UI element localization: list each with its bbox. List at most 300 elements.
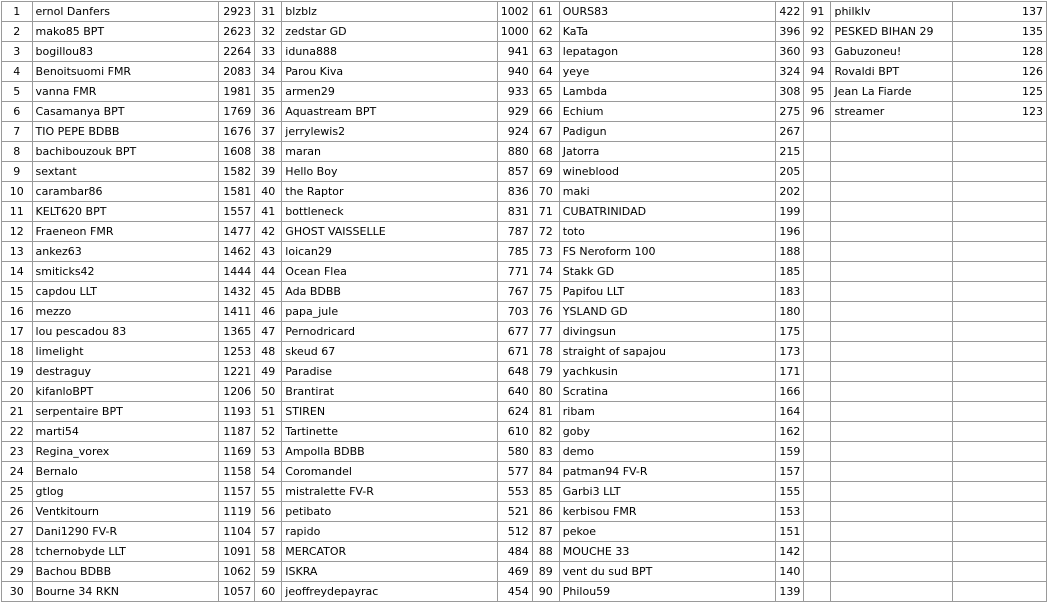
empty-cell <box>804 382 831 402</box>
score-cell: 137 <box>953 2 1047 22</box>
score-cell: 624 <box>497 402 532 422</box>
name-cell: lepatagon <box>559 42 776 62</box>
rank-cell: 1 <box>2 2 33 22</box>
rank-cell: 49 <box>255 362 282 382</box>
score-cell: 1365 <box>219 322 255 342</box>
rank-cell: 21 <box>2 402 33 422</box>
name-cell: TIO PEPE BDBB <box>32 122 219 142</box>
rank-cell: 34 <box>255 62 282 82</box>
score-cell: 1411 <box>219 302 255 322</box>
table-row <box>2 242 1047 262</box>
empty-cell <box>953 482 1047 502</box>
empty-cell <box>804 482 831 502</box>
rank-cell: 86 <box>532 502 559 522</box>
score-cell: 185 <box>776 262 804 282</box>
empty-cell <box>831 182 953 202</box>
rank-cell: 72 <box>532 222 559 242</box>
name-cell: carambar86 <box>32 182 219 202</box>
score-cell: 1169 <box>219 442 255 462</box>
rank-cell: 75 <box>532 282 559 302</box>
rank-cell: 33 <box>255 42 282 62</box>
name-cell: yeye <box>559 62 776 82</box>
score-cell: 1444 <box>219 262 255 282</box>
empty-cell <box>804 502 831 522</box>
empty-cell <box>953 522 1047 542</box>
name-cell: Stakk GD <box>559 262 776 282</box>
rank-cell: 82 <box>532 422 559 442</box>
score-cell: 1221 <box>219 362 255 382</box>
score-cell: 1062 <box>219 562 255 582</box>
name-cell: STIREN <box>282 402 497 422</box>
rank-cell: 94 <box>804 62 831 82</box>
name-cell: Casamanya BPT <box>32 102 219 122</box>
empty-cell <box>831 402 953 422</box>
score-cell: 831 <box>497 202 532 222</box>
name-cell: ribam <box>559 402 776 422</box>
score-cell: 924 <box>497 122 532 142</box>
empty-cell <box>953 162 1047 182</box>
ranking-table <box>1 1 1047 602</box>
name-cell: Echium <box>559 102 776 122</box>
table-row <box>2 322 1047 342</box>
score-cell: 785 <box>497 242 532 262</box>
score-cell: 1432 <box>219 282 255 302</box>
rank-cell: 8 <box>2 142 33 162</box>
score-cell: 139 <box>776 582 804 602</box>
score-cell: 267 <box>776 122 804 142</box>
name-cell: bottleneck <box>282 202 497 222</box>
score-cell: 1581 <box>219 182 255 202</box>
empty-cell <box>953 182 1047 202</box>
rank-cell: 17 <box>2 322 33 342</box>
score-cell: 175 <box>776 322 804 342</box>
rank-cell: 78 <box>532 342 559 362</box>
empty-cell <box>953 362 1047 382</box>
rank-cell: 66 <box>532 102 559 122</box>
rank-cell: 85 <box>532 482 559 502</box>
name-cell: ankez63 <box>32 242 219 262</box>
score-cell: 125 <box>953 82 1047 102</box>
rank-cell: 55 <box>255 482 282 502</box>
score-cell: 422 <box>776 2 804 22</box>
name-cell: goby <box>559 422 776 442</box>
name-cell: Regina_vorex <box>32 442 219 462</box>
score-cell: 205 <box>776 162 804 182</box>
score-cell: 880 <box>497 142 532 162</box>
name-cell: Philou59 <box>559 582 776 602</box>
score-cell: 157 <box>776 462 804 482</box>
score-cell: 1104 <box>219 522 255 542</box>
score-cell: 128 <box>953 42 1047 62</box>
rank-cell: 12 <box>2 222 33 242</box>
empty-cell <box>953 502 1047 522</box>
score-cell: 396 <box>776 22 804 42</box>
name-cell: ernol Danfers <box>32 2 219 22</box>
name-cell: Paradise <box>282 362 497 382</box>
rank-cell: 43 <box>255 242 282 262</box>
empty-cell <box>804 222 831 242</box>
score-cell: 1769 <box>219 102 255 122</box>
table-row <box>2 562 1047 582</box>
rank-cell: 29 <box>2 562 33 582</box>
score-cell: 151 <box>776 522 804 542</box>
rank-cell: 59 <box>255 562 282 582</box>
name-cell: Ampolla BDBB <box>282 442 497 462</box>
rank-cell: 41 <box>255 202 282 222</box>
rank-cell: 64 <box>532 62 559 82</box>
name-cell: wineblood <box>559 162 776 182</box>
name-cell: MERCATOR <box>282 542 497 562</box>
score-cell: 164 <box>776 402 804 422</box>
rank-cell: 81 <box>532 402 559 422</box>
empty-cell <box>831 162 953 182</box>
rank-cell: 9 <box>2 162 33 182</box>
empty-cell <box>831 502 953 522</box>
score-cell: 196 <box>776 222 804 242</box>
name-cell: Dani1290 FV-R <box>32 522 219 542</box>
name-cell: GHOST VAISSELLE <box>282 222 497 242</box>
score-cell: 640 <box>497 382 532 402</box>
empty-cell <box>804 302 831 322</box>
name-cell: Aquastream BPT <box>282 102 497 122</box>
score-cell: 215 <box>776 142 804 162</box>
empty-cell <box>953 202 1047 222</box>
rank-cell: 70 <box>532 182 559 202</box>
empty-cell <box>953 302 1047 322</box>
name-cell: Bernalo <box>32 462 219 482</box>
name-cell: streamer <box>831 102 953 122</box>
rank-cell: 2 <box>2 22 33 42</box>
empty-cell <box>953 402 1047 422</box>
empty-cell <box>831 442 953 462</box>
rank-cell: 69 <box>532 162 559 182</box>
empty-cell <box>831 342 953 362</box>
rank-cell: 95 <box>804 82 831 102</box>
rank-cell: 39 <box>255 162 282 182</box>
score-cell: 1119 <box>219 502 255 522</box>
empty-cell <box>953 422 1047 442</box>
score-cell: 123 <box>953 102 1047 122</box>
empty-cell <box>804 122 831 142</box>
table-row <box>2 142 1047 162</box>
name-cell: the Raptor <box>282 182 497 202</box>
score-cell: 188 <box>776 242 804 262</box>
empty-cell <box>953 122 1047 142</box>
score-cell: 933 <box>497 82 532 102</box>
empty-cell <box>953 462 1047 482</box>
name-cell: Bourne 34 RKN <box>32 582 219 602</box>
score-cell: 1187 <box>219 422 255 442</box>
table-row <box>2 482 1047 502</box>
score-cell: 126 <box>953 62 1047 82</box>
empty-cell <box>953 222 1047 242</box>
score-cell: 941 <box>497 42 532 62</box>
empty-cell <box>804 282 831 302</box>
score-cell: 324 <box>776 62 804 82</box>
score-cell: 202 <box>776 182 804 202</box>
score-cell: 771 <box>497 262 532 282</box>
rank-cell: 4 <box>2 62 33 82</box>
rank-cell: 20 <box>2 382 33 402</box>
table-row <box>2 282 1047 302</box>
score-cell: 2083 <box>219 62 255 82</box>
rank-cell: 32 <box>255 22 282 42</box>
name-cell: Benoitsuomi FMR <box>32 62 219 82</box>
rank-cell: 14 <box>2 262 33 282</box>
name-cell: Jatorra <box>559 142 776 162</box>
score-cell: 173 <box>776 342 804 362</box>
rank-cell: 26 <box>2 502 33 522</box>
name-cell: YSLAND GD <box>559 302 776 322</box>
rank-cell: 79 <box>532 362 559 382</box>
table-row <box>2 582 1047 602</box>
score-cell: 1057 <box>219 582 255 602</box>
empty-cell <box>953 282 1047 302</box>
name-cell: CUBATRINIDAD <box>559 202 776 222</box>
score-cell: 1206 <box>219 382 255 402</box>
name-cell: mezzo <box>32 302 219 322</box>
empty-cell <box>831 142 953 162</box>
empty-cell <box>804 362 831 382</box>
rank-cell: 3 <box>2 42 33 62</box>
empty-cell <box>953 342 1047 362</box>
score-cell: 183 <box>776 282 804 302</box>
score-cell: 308 <box>776 82 804 102</box>
table-row <box>2 262 1047 282</box>
empty-cell <box>804 162 831 182</box>
empty-cell <box>804 182 831 202</box>
rank-cell: 93 <box>804 42 831 62</box>
score-cell: 2264 <box>219 42 255 62</box>
rank-cell: 6 <box>2 102 33 122</box>
name-cell: Rovaldi BPT <box>831 62 953 82</box>
name-cell: lou pescadou 83 <box>32 322 219 342</box>
rank-cell: 28 <box>2 542 33 562</box>
empty-cell <box>831 222 953 242</box>
empty-cell <box>804 262 831 282</box>
empty-cell <box>804 422 831 442</box>
rank-cell: 47 <box>255 322 282 342</box>
name-cell: Jean La Fiarde <box>831 82 953 102</box>
name-cell: jerrylewis2 <box>282 122 497 142</box>
rank-cell: 16 <box>2 302 33 322</box>
empty-cell <box>953 262 1047 282</box>
rank-cell: 19 <box>2 362 33 382</box>
name-cell: Coromandel <box>282 462 497 482</box>
ranking-table-body <box>2 2 1047 602</box>
name-cell: Hello Boy <box>282 162 497 182</box>
rank-cell: 76 <box>532 302 559 322</box>
name-cell: bachibouzouk BPT <box>32 142 219 162</box>
rank-cell: 61 <box>532 2 559 22</box>
score-cell: 1193 <box>219 402 255 422</box>
name-cell: petibato <box>282 502 497 522</box>
rank-cell: 38 <box>255 142 282 162</box>
name-cell: ISKRA <box>282 562 497 582</box>
name-cell: serpentaire BPT <box>32 402 219 422</box>
empty-cell <box>953 382 1047 402</box>
score-cell: 2923 <box>219 2 255 22</box>
rank-cell: 56 <box>255 502 282 522</box>
name-cell: Gabuzoneu! <box>831 42 953 62</box>
name-cell: papa_jule <box>282 302 497 322</box>
rank-cell: 36 <box>255 102 282 122</box>
empty-cell <box>804 242 831 262</box>
score-cell: 1676 <box>219 122 255 142</box>
rank-cell: 88 <box>532 542 559 562</box>
table-row <box>2 522 1047 542</box>
empty-cell <box>804 322 831 342</box>
score-cell: 199 <box>776 202 804 222</box>
name-cell: Garbi3 LLT <box>559 482 776 502</box>
rank-cell: 80 <box>532 382 559 402</box>
name-cell: MOUCHE 33 <box>559 542 776 562</box>
empty-cell <box>953 442 1047 462</box>
name-cell: limelight <box>32 342 219 362</box>
rank-cell: 15 <box>2 282 33 302</box>
empty-cell <box>953 142 1047 162</box>
rank-cell: 10 <box>2 182 33 202</box>
empty-cell <box>831 422 953 442</box>
rank-cell: 48 <box>255 342 282 362</box>
table-row <box>2 22 1047 42</box>
rank-cell: 7 <box>2 122 33 142</box>
empty-cell <box>831 522 953 542</box>
rank-cell: 46 <box>255 302 282 322</box>
rank-cell: 68 <box>532 142 559 162</box>
empty-cell <box>831 582 953 602</box>
name-cell: destraguy <box>32 362 219 382</box>
score-cell: 360 <box>776 42 804 62</box>
rank-cell: 90 <box>532 582 559 602</box>
name-cell: PESKED BIHAN 29 <box>831 22 953 42</box>
rank-cell: 60 <box>255 582 282 602</box>
empty-cell <box>804 142 831 162</box>
name-cell: sextant <box>32 162 219 182</box>
table-row <box>2 542 1047 562</box>
rank-cell: 25 <box>2 482 33 502</box>
rank-cell: 13 <box>2 242 33 262</box>
score-cell: 153 <box>776 502 804 522</box>
score-cell: 1477 <box>219 222 255 242</box>
score-cell: 1557 <box>219 202 255 222</box>
rank-cell: 91 <box>804 2 831 22</box>
name-cell: zedstar GD <box>282 22 497 42</box>
empty-cell <box>953 582 1047 602</box>
table-row <box>2 202 1047 222</box>
empty-cell <box>831 542 953 562</box>
name-cell: Fraeneon FMR <box>32 222 219 242</box>
rank-cell: 27 <box>2 522 33 542</box>
score-cell: 671 <box>497 342 532 362</box>
rank-cell: 42 <box>255 222 282 242</box>
name-cell: Scratina <box>559 382 776 402</box>
name-cell: gtlog <box>32 482 219 502</box>
empty-cell <box>831 302 953 322</box>
rank-cell: 24 <box>2 462 33 482</box>
rank-cell: 31 <box>255 2 282 22</box>
name-cell: demo <box>559 442 776 462</box>
name-cell: skeud 67 <box>282 342 497 362</box>
table-row <box>2 102 1047 122</box>
table-row <box>2 402 1047 422</box>
rank-cell: 54 <box>255 462 282 482</box>
rank-cell: 96 <box>804 102 831 122</box>
rank-cell: 35 <box>255 82 282 102</box>
rank-cell: 84 <box>532 462 559 482</box>
table-row <box>2 122 1047 142</box>
name-cell: blzblz <box>282 2 497 22</box>
score-cell: 648 <box>497 362 532 382</box>
rank-cell: 45 <box>255 282 282 302</box>
score-cell: 521 <box>497 502 532 522</box>
score-cell: 767 <box>497 282 532 302</box>
score-cell: 1981 <box>219 82 255 102</box>
table-row <box>2 182 1047 202</box>
empty-cell <box>804 402 831 422</box>
name-cell: kerbisou FMR <box>559 502 776 522</box>
name-cell: kifanloBPT <box>32 382 219 402</box>
rank-cell: 37 <box>255 122 282 142</box>
table-row <box>2 162 1047 182</box>
rank-cell: 52 <box>255 422 282 442</box>
name-cell: divingsun <box>559 322 776 342</box>
score-cell: 553 <box>497 482 532 502</box>
score-cell: 155 <box>776 482 804 502</box>
rank-cell: 92 <box>804 22 831 42</box>
table-row <box>2 502 1047 522</box>
name-cell: Lambda <box>559 82 776 102</box>
name-cell: philklv <box>831 2 953 22</box>
rank-cell: 11 <box>2 202 33 222</box>
rank-cell: 58 <box>255 542 282 562</box>
table-row <box>2 342 1047 362</box>
score-cell: 162 <box>776 422 804 442</box>
empty-cell <box>804 342 831 362</box>
score-cell: 1462 <box>219 242 255 262</box>
empty-cell <box>831 382 953 402</box>
table-row <box>2 42 1047 62</box>
rank-cell: 89 <box>532 562 559 582</box>
score-cell: 1253 <box>219 342 255 362</box>
name-cell: armen29 <box>282 82 497 102</box>
rank-cell: 44 <box>255 262 282 282</box>
rank-cell: 77 <box>532 322 559 342</box>
table-row <box>2 62 1047 82</box>
empty-cell <box>953 322 1047 342</box>
score-cell: 940 <box>497 62 532 82</box>
name-cell: pekoe <box>559 522 776 542</box>
name-cell: loican29 <box>282 242 497 262</box>
score-cell: 159 <box>776 442 804 462</box>
rank-cell: 74 <box>532 262 559 282</box>
score-cell: 580 <box>497 442 532 462</box>
name-cell: KaTa <box>559 22 776 42</box>
score-cell: 929 <box>497 102 532 122</box>
table-row <box>2 382 1047 402</box>
name-cell: FS Neroform 100 <box>559 242 776 262</box>
empty-cell <box>804 582 831 602</box>
name-cell: mako85 BPT <box>32 22 219 42</box>
name-cell: Papifou LLT <box>559 282 776 302</box>
rank-cell: 71 <box>532 202 559 222</box>
empty-cell <box>831 282 953 302</box>
rank-cell: 5 <box>2 82 33 102</box>
empty-cell <box>804 522 831 542</box>
table-row <box>2 422 1047 442</box>
score-cell: 1002 <box>497 2 532 22</box>
rank-cell: 67 <box>532 122 559 142</box>
